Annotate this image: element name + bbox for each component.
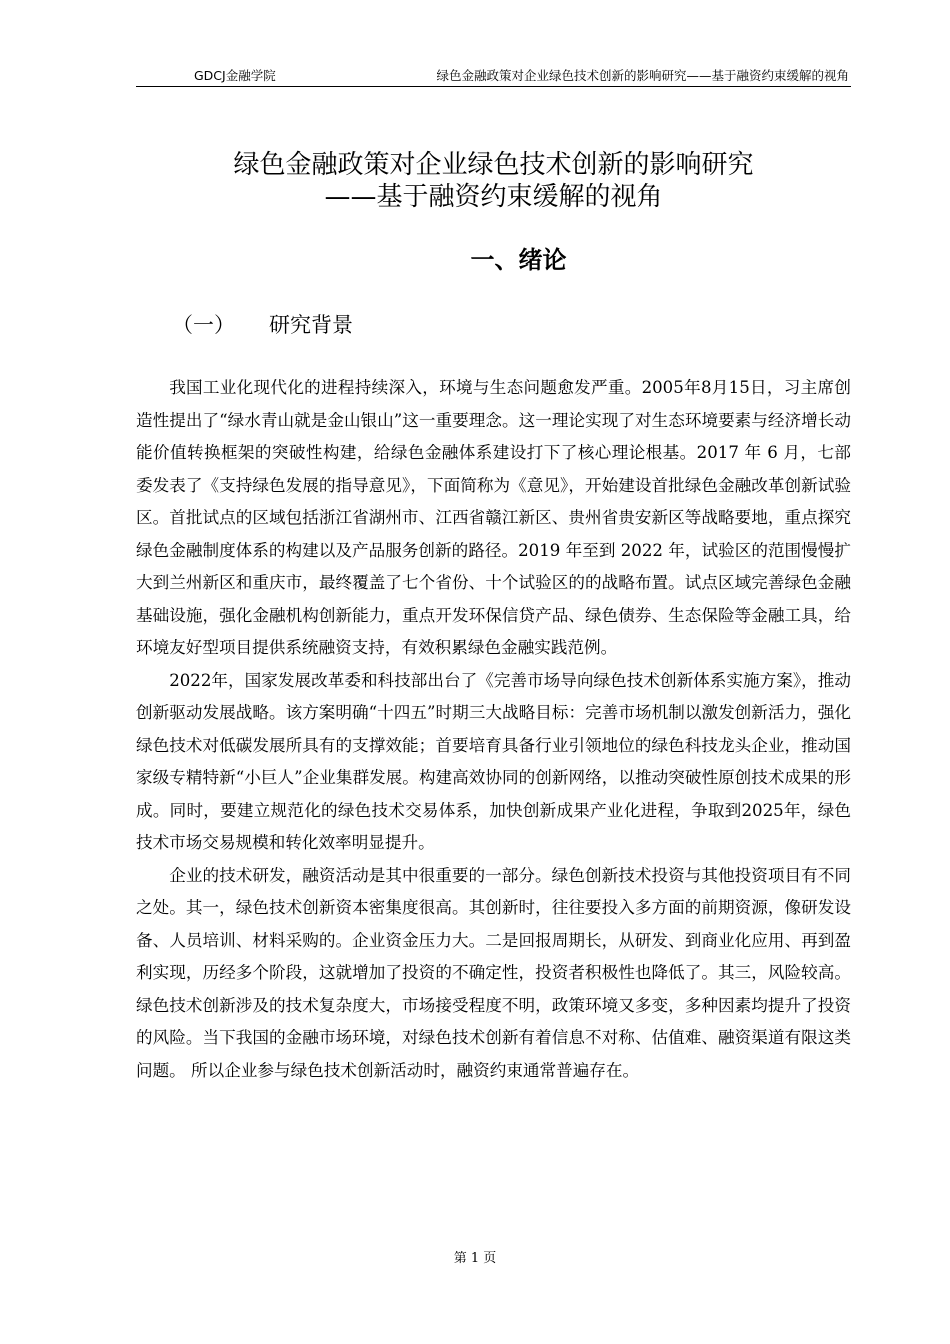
body-text — [136, 372, 851, 1087]
section-title: 研究背景 — [269, 313, 353, 337]
page-number: 第 1 页 — [453, 1251, 497, 1266]
header-title: 绿色金融政策对企业绿色技术创新的影响研究——基于融资约束缓解的视角 — [436, 68, 849, 83]
paragraph: 2022年，国家发展改革委和科技部出台了《完善市场导向绿色技术创新体系实施方案》，推动创新驱动发展战略。该方案明确“十四五”时期三大战略目标：完善市场机制以激发创新活力，强化绿色技术对低碳发展所具有的支撑效能；首要培育具备行业引领地位的绿色科技龙头企业，推动国家级专精特新“小巨人”企业集群发展。构建高效协同的创新网络，以推动突破性原创技术成果的形成。同时，要建立规范化的绿色技术交易体系，加快创新成果产业化进程，争取到2025年，绿色技术市场交易规模和转化效率明显提升。 — [136, 670, 851, 852]
chapter-heading: 一、绪论 — [470, 246, 567, 274]
paragraph: 我国工业化现代化的进程持续深入，环境与生态问题愈发严重。2005年8月15日，习主席创造性提出了“绿水青山就是金山银山”这一重要理念。这一理论实现了对生态环境要素与经济增长动能价值转换框架的突破性构建，给绿色金融体系建设打下了核心理论根基。2017 年 6 月，七部委发表了《支持绿色发展的指导意见》，下面简称为《意见》，开始建设首批绿色金融改革创新试验区。首批试点的区域包括浙江省湖州市、江西省赣江新区、贵州省贵安新区等战略要地，重点探究绿色金融制度体系的构建以及产品服务创新的路径。2019 年至到 2022 年，试验区的范围慢慢扩大到兰州新区和重庆市，最终覆盖了七个省份、十个试验区的的战略布置。试点区域完善绿色金融基础设施，强化金融机构创新能力，重点开发环保信贷产品、绿色债券、生态保险等金融工具，给环境友好型项目提供系统融资支持，有效积累绿色金融实践范例。 — [136, 378, 851, 657]
paper-title: 绿色金融政策对企业绿色技术创新的影响研究 — [233, 150, 754, 180]
section-heading — [172, 311, 353, 339]
paper-subtitle: ——基于融资约束缓解的视角 — [324, 182, 663, 212]
header-institution: GDCJ金融学院 — [194, 68, 276, 83]
paragraph: 企业的技术研发，融资活动是其中很重要的一部分。绿色创新技术投资与其他投资项目有不同之处。其一，绿色技术创新资本密集度很高。其创新时，往往要投入多方面的前期资源，像研发设备、人员培训、材料采购的。企业资金压力大。二是回报周期长，从研发、到商业化应用、再到盈利实现，历经多个阶段，这就增加了投资的不确定性，投资者积极性也降低了。其三，风险较高。绿色技术创新涉及的技术复杂度大，市场接受程度不明，政策环境又多变，多种因素均提升了投资的风险。当下我国的金融市场环境，对绿色技术创新有着信息不对称、估值难、融资渠道有限这类问题。 所以企业参与绿色技术创新活动时，融资约束通常普遍存在。 — [136, 865, 851, 1080]
running-header — [136, 68, 851, 87]
section-number: （一） — [172, 313, 235, 337]
